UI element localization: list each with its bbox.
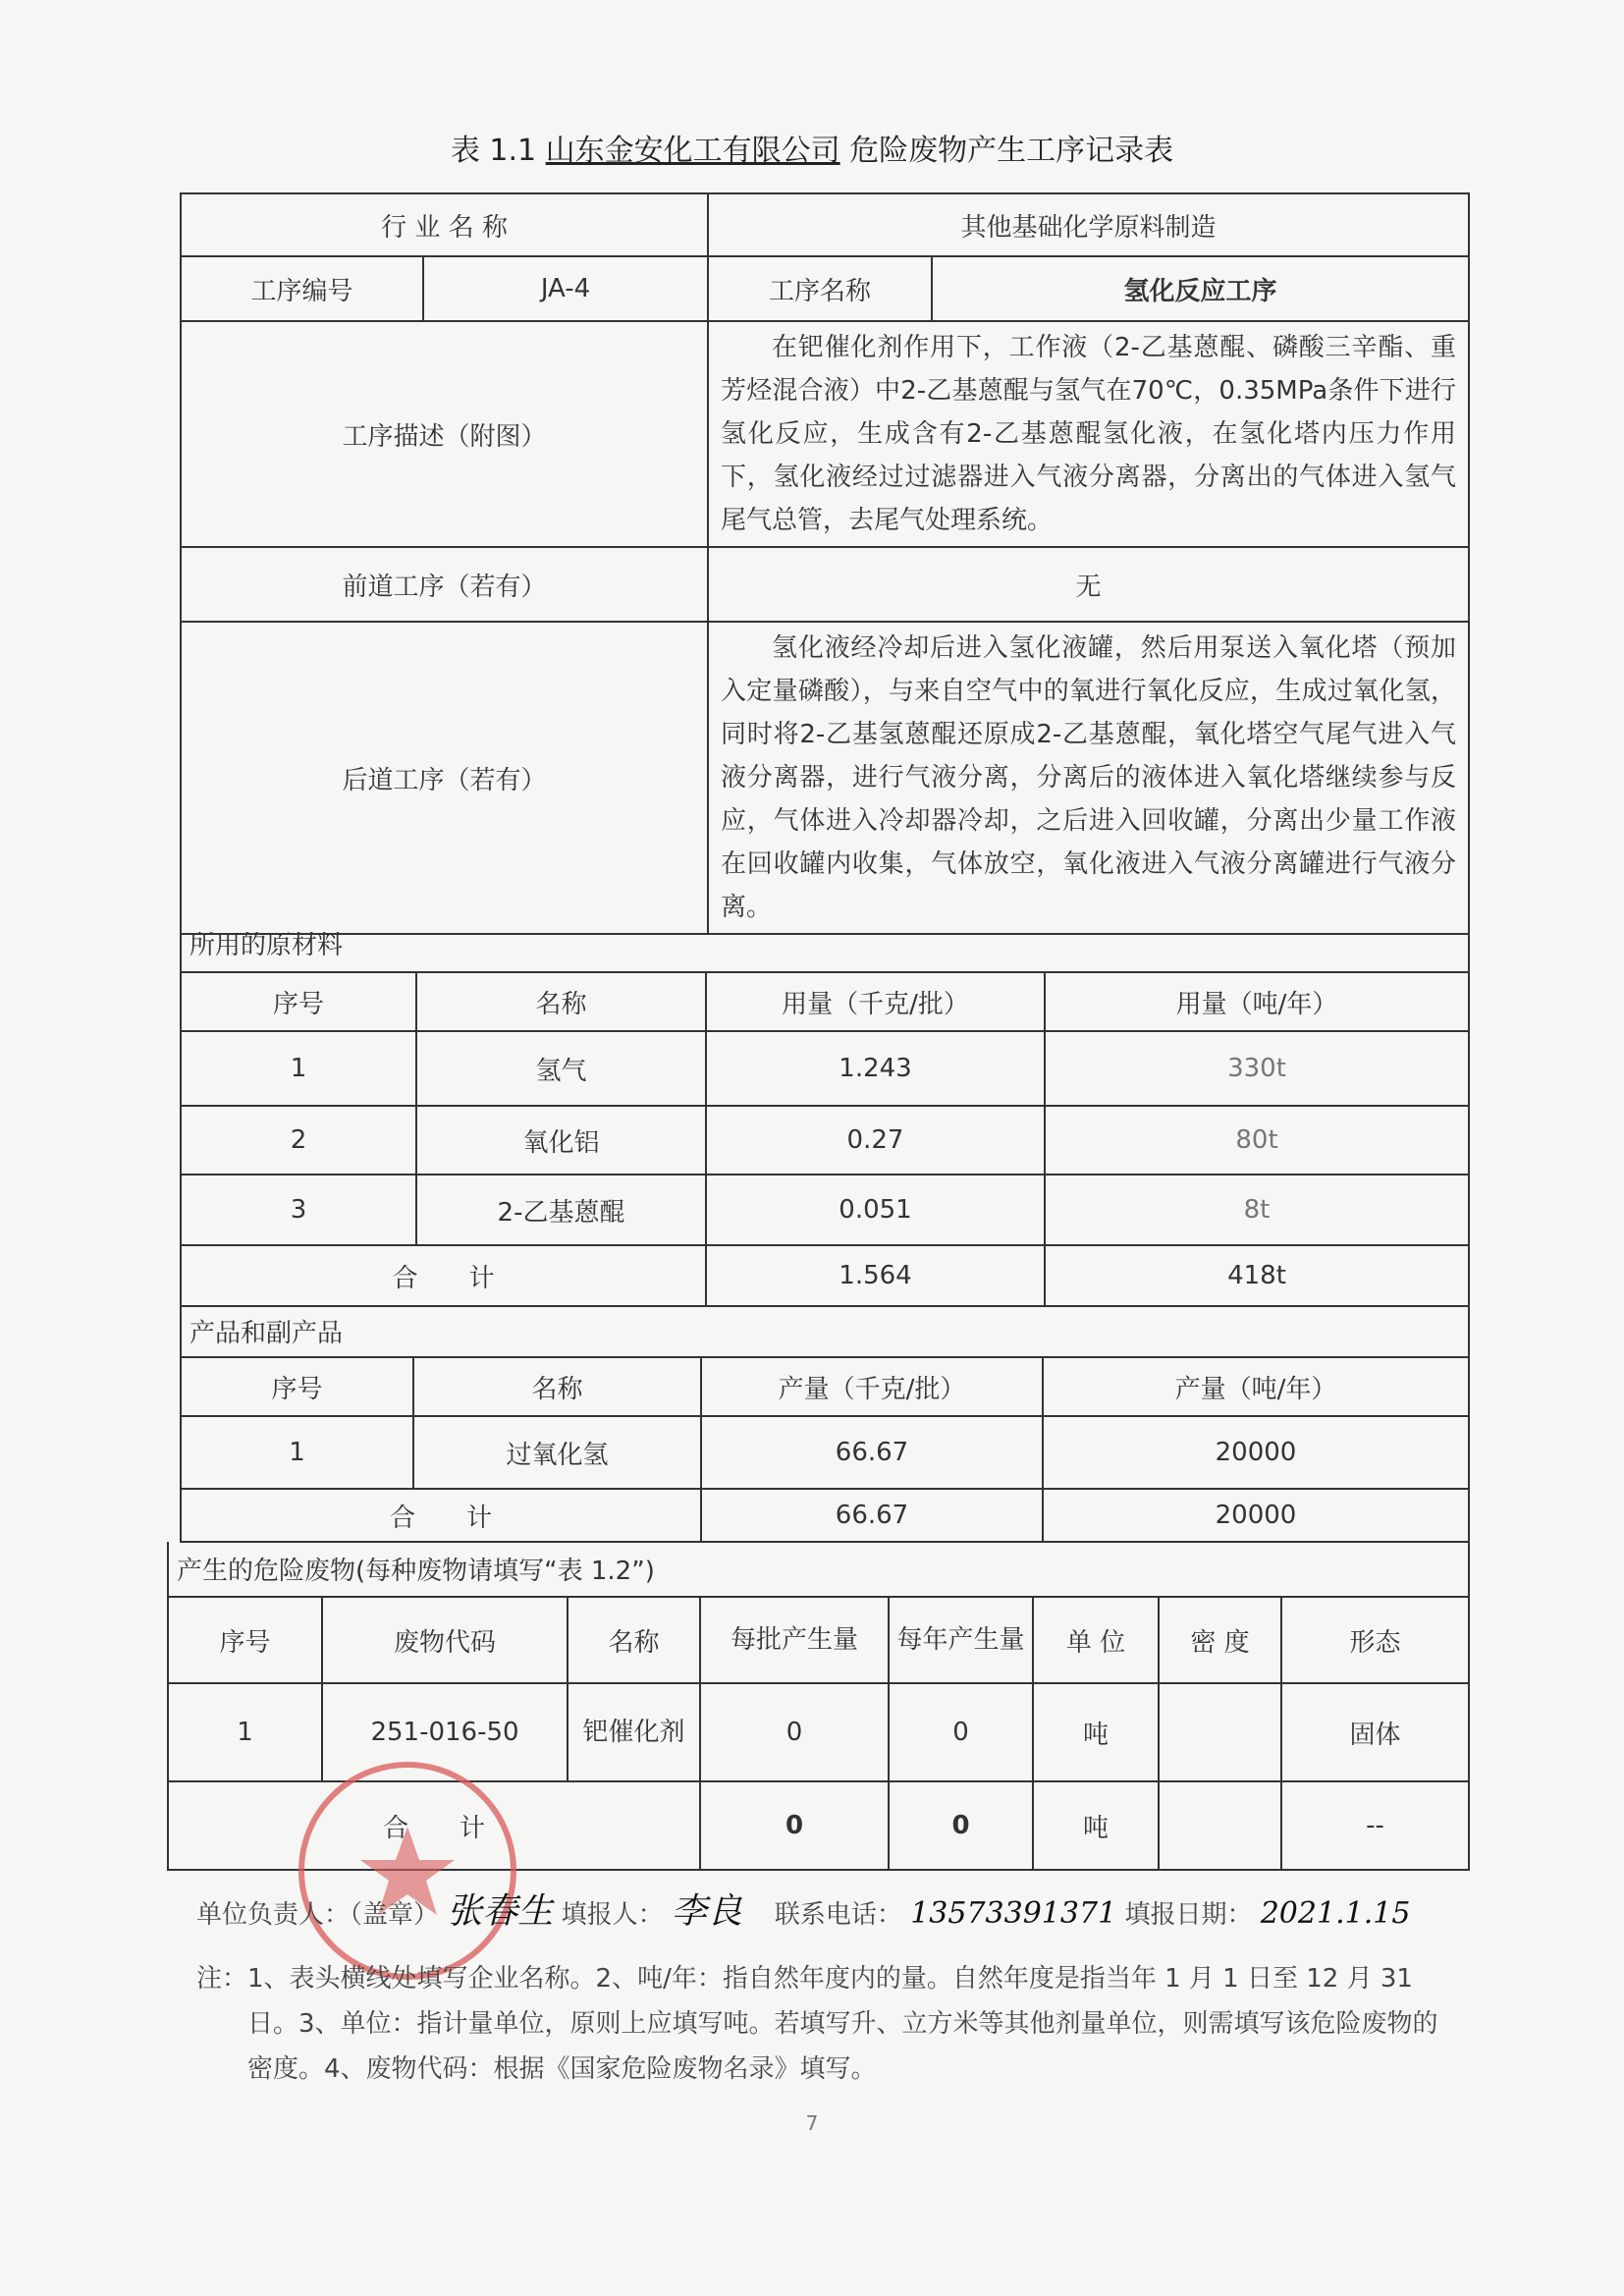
products-total-row bbox=[181, 1489, 1469, 1542]
waste-header-density: 密 度 bbox=[1159, 1597, 1281, 1683]
waste-total-label: 合 计 bbox=[168, 1781, 700, 1870]
products-header-name: 名称 bbox=[413, 1357, 701, 1416]
waste-form: 固体 bbox=[1281, 1683, 1469, 1781]
waste-header-name: 名称 bbox=[568, 1597, 700, 1683]
date-value: 2021.1.15 bbox=[1260, 1896, 1411, 1931]
material-per-year: 80t bbox=[1045, 1106, 1469, 1175]
footnote: 注：1、表头横线处填写企业名称。2、吨/年：指自然年度内的量。自然年度是指当年 1 月 1 日至 12 月 31 日。3、单位：指计量单位，原则上应填写吨。若填写升、立方米等其他剂量单位，则需填写该危险废物的密度。4、废物代码：根据《国家危险废物名录》填写。 bbox=[196, 1964, 1438, 2084]
product-name: 过氧化氢 bbox=[413, 1416, 701, 1489]
material-name: 2-乙基蒽醌 bbox=[416, 1175, 706, 1245]
page-number: 7 bbox=[805, 2111, 819, 2135]
materials-header-batch: 用量（千克/批） bbox=[706, 972, 1045, 1031]
products-total-label: 合 计 bbox=[181, 1489, 701, 1542]
materials-header-name: 名称 bbox=[416, 972, 706, 1031]
description-label: 工序描述（附图） bbox=[181, 321, 708, 547]
material-no: 3 bbox=[181, 1175, 416, 1245]
next-process-text: 氢化液经冷却后进入氢化液罐，然后用泵送入氧化塔（预加入定量磷酸），与来自空气中的氧进行氧化反应，生成过氧化氢，同时将2-乙基氢蒽醌还原成2-乙基蒽醌，氧化塔空气尾气进入气液分离器，进行气液分离，分离后的液体进入氧化塔继续参与反应，气体进入冷却器冷却，之后进入回收罐，分离出少量工作液在回收罐内收集，气体放空，氧化液进入气液分离罐进行气液分离。 bbox=[708, 622, 1469, 934]
waste-name: 钯催化剂 bbox=[568, 1683, 700, 1781]
process-name-value: 氢化反应工序 bbox=[932, 256, 1469, 321]
page-title bbox=[0, 126, 1624, 169]
materials-header-no: 序号 bbox=[181, 972, 416, 1031]
material-per-batch: 0.27 bbox=[706, 1106, 1045, 1175]
waste-header-unit: 单 位 bbox=[1033, 1597, 1159, 1683]
table-row bbox=[181, 1031, 1469, 1106]
material-per-year: 330t bbox=[1045, 1031, 1469, 1106]
material-no: 2 bbox=[181, 1106, 416, 1175]
materials-total-label: 合 计 bbox=[181, 1245, 706, 1306]
waste-total-density bbox=[1159, 1781, 1281, 1870]
products-section-label: 产品和副产品 bbox=[181, 1306, 1469, 1357]
company-name: 山东金安化工有限公司 bbox=[545, 134, 840, 168]
material-per-batch: 0.051 bbox=[706, 1175, 1045, 1245]
waste-per-batch: 0 bbox=[700, 1683, 889, 1781]
previous-process-label: 前道工序（若有） bbox=[181, 547, 708, 622]
material-per-batch: 1.243 bbox=[706, 1031, 1045, 1106]
table-row bbox=[181, 1106, 1469, 1175]
waste-total-year: 0 bbox=[889, 1781, 1033, 1870]
products-total-year: 20000 bbox=[1043, 1489, 1469, 1542]
waste-code: 251-016-50 bbox=[322, 1683, 568, 1781]
products-table bbox=[180, 1306, 1470, 1543]
waste-header-form: 形态 bbox=[1281, 1597, 1469, 1683]
process-info-table bbox=[180, 192, 1470, 935]
materials-total-batch: 1.564 bbox=[706, 1245, 1045, 1306]
industry-label: 行 业 名 称 bbox=[181, 193, 708, 256]
previous-process-value: 无 bbox=[708, 547, 1469, 622]
waste-total-batch: 0 bbox=[700, 1781, 889, 1870]
product-per-year: 20000 bbox=[1043, 1416, 1469, 1489]
responsible-signature: 张春生 bbox=[447, 1891, 554, 1932]
waste-total-unit: 吨 bbox=[1033, 1781, 1159, 1870]
materials-total-year: 418t bbox=[1045, 1245, 1469, 1306]
phone-label: 联系电话： bbox=[774, 1900, 902, 1930]
table-row bbox=[181, 1175, 1469, 1245]
product-no: 1 bbox=[181, 1416, 413, 1489]
signature-line bbox=[196, 1884, 1410, 1934]
waste-unit: 吨 bbox=[1033, 1683, 1159, 1781]
material-name: 氧化铝 bbox=[416, 1106, 706, 1175]
product-per-batch: 66.67 bbox=[701, 1416, 1043, 1489]
material-per-year: 8t bbox=[1045, 1175, 1469, 1245]
description-text: 在钯催化剂作用下，工作液（2-乙基蒽醌、磷酸三辛酯、重芳烃混合液）中2-乙基蒽醌与氢气在70℃，0.35MPa条件下进行氢化反应，生成含有2-乙基蒽醌氢化液，在氢化塔内压力作用下，氢化液经过过滤器进入气液分离器，分离出的气体进入氢气尾气总管，去尾气处理系统。 bbox=[708, 321, 1469, 547]
waste-density bbox=[1159, 1683, 1281, 1781]
materials-total-row bbox=[181, 1245, 1469, 1306]
waste-header-year: 每年产生量 bbox=[889, 1597, 1033, 1683]
waste-section-label: 产生的危险废物(每种废物请填写“表 1.2”) bbox=[168, 1542, 1469, 1597]
table-row bbox=[181, 1416, 1469, 1489]
filler-signature: 李良 bbox=[671, 1891, 742, 1932]
process-no-value: JA-4 bbox=[423, 256, 708, 321]
process-no-label: 工序编号 bbox=[181, 256, 423, 321]
responsible-label: 单位负责人：（盖章） bbox=[196, 1900, 440, 1930]
waste-header-no: 序号 bbox=[168, 1597, 322, 1683]
next-process-label: 后道工序（若有） bbox=[181, 622, 708, 934]
waste-total-form: -- bbox=[1281, 1781, 1469, 1870]
material-no: 1 bbox=[181, 1031, 416, 1106]
title-prefix: 表 1.1 bbox=[450, 134, 537, 168]
products-header-no: 序号 bbox=[181, 1357, 413, 1416]
products-header-batch: 产量（千克/批） bbox=[701, 1357, 1043, 1416]
waste-no: 1 bbox=[168, 1683, 322, 1781]
waste-header-batch: 每批产生量 bbox=[700, 1597, 889, 1683]
industry-value: 其他基础化学原料制造 bbox=[708, 193, 1469, 256]
waste-per-year: 0 bbox=[889, 1683, 1033, 1781]
title-suffix: 危险废物产生工序记录表 bbox=[849, 134, 1174, 168]
phone-value: 13573391371 bbox=[910, 1896, 1117, 1931]
material-name: 氢气 bbox=[416, 1031, 706, 1106]
materials-header-year: 用量（吨/年） bbox=[1045, 972, 1469, 1031]
materials-table bbox=[180, 915, 1470, 1307]
products-total-batch: 66.67 bbox=[701, 1489, 1043, 1542]
company-seal bbox=[295, 1758, 520, 1984]
waste-header-code: 废物代码 bbox=[322, 1597, 568, 1683]
filler-label: 填报人： bbox=[561, 1900, 664, 1930]
materials-section-label: 所用的原材料 bbox=[181, 915, 1469, 972]
date-label: 填报日期： bbox=[1124, 1900, 1253, 1930]
process-name-label: 工序名称 bbox=[708, 256, 932, 321]
products-header-year: 产量（吨/年） bbox=[1043, 1357, 1469, 1416]
